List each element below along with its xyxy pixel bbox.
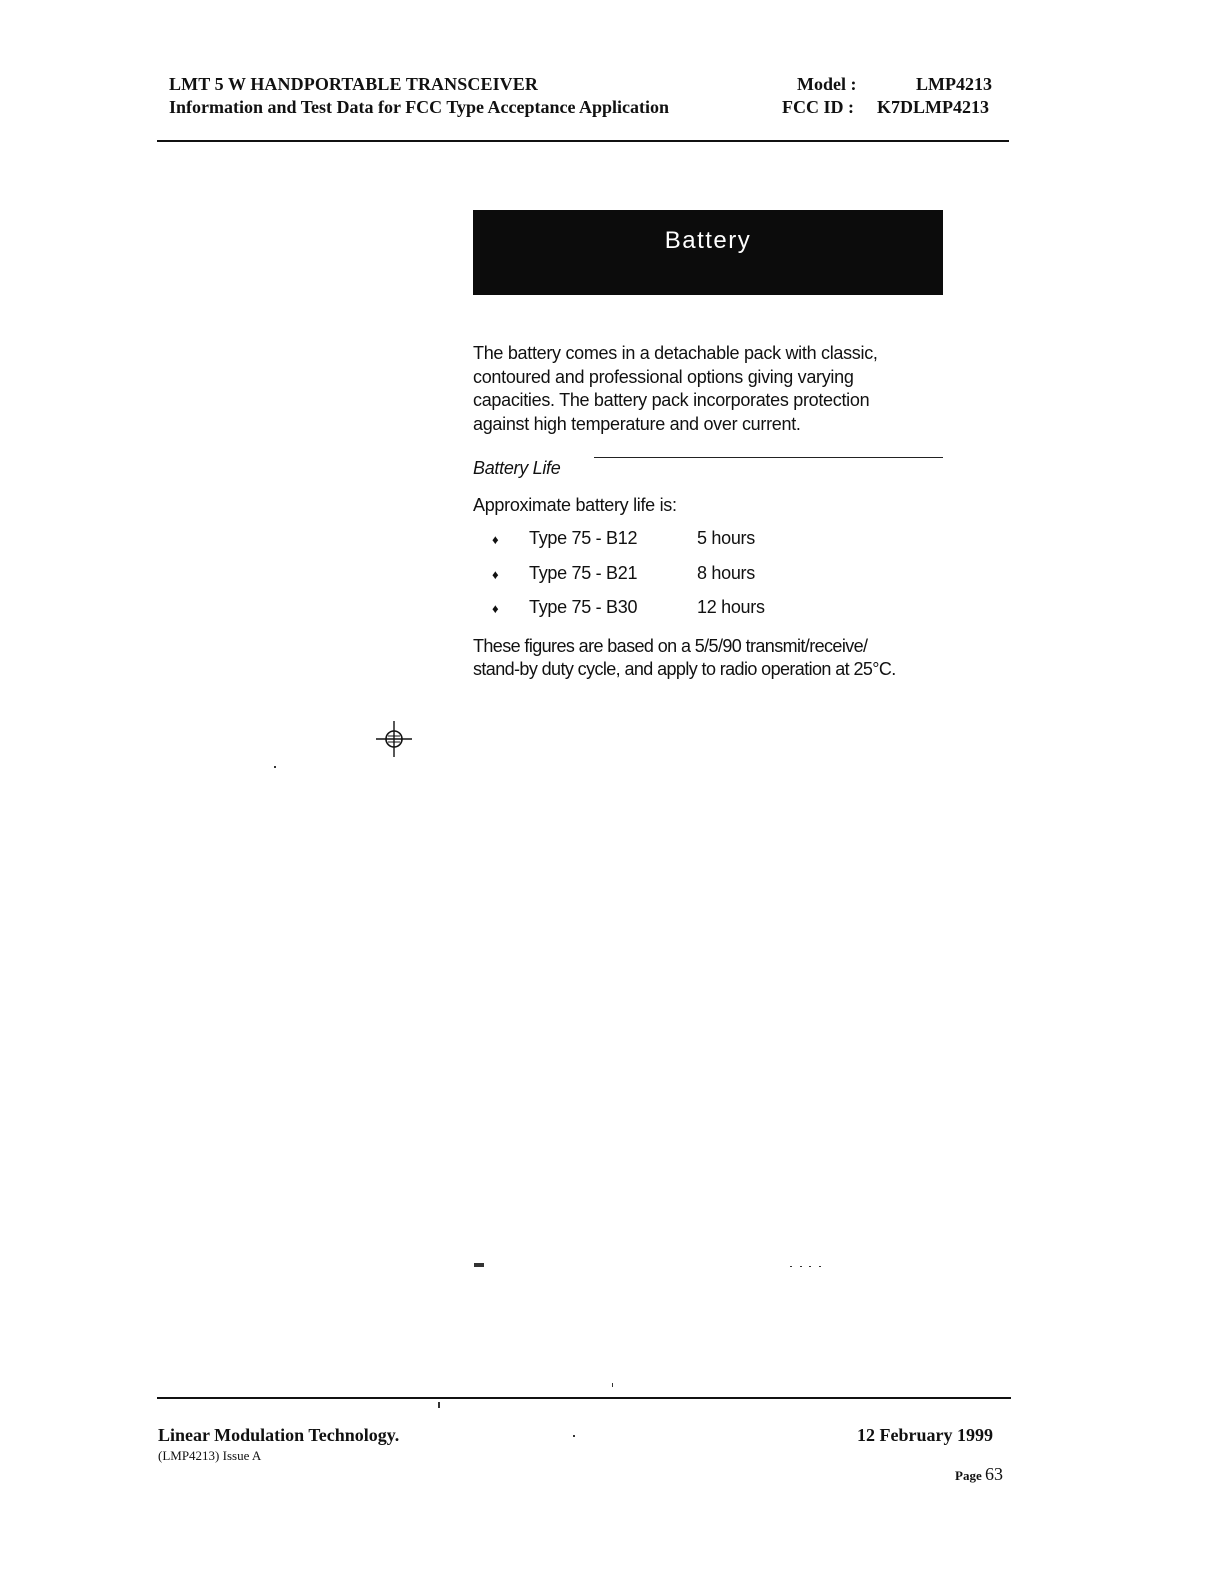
scan-speck xyxy=(612,1383,613,1387)
diamond-bullet-icon: ♦ xyxy=(492,566,499,582)
battery-hours: 12 hours xyxy=(697,597,765,617)
footer-company: Linear Modulation Technology. xyxy=(158,1425,400,1445)
battery-hours: 5 hours xyxy=(697,528,755,548)
footer-page xyxy=(955,1464,1003,1485)
battery-life-note xyxy=(473,635,896,681)
fcc-id-label: FCC ID : xyxy=(782,97,854,117)
registration-crosshair-icon xyxy=(376,721,412,757)
scan-speck xyxy=(790,1266,792,1267)
footer-divider xyxy=(157,1397,1011,1399)
scan-speck xyxy=(819,1266,821,1267)
header-divider xyxy=(157,140,1009,142)
page-label: Page xyxy=(955,1468,982,1483)
model-label: Model : xyxy=(797,74,857,94)
model-value: LMP4213 xyxy=(916,74,992,94)
scan-speck xyxy=(438,1402,440,1408)
scan-speck xyxy=(800,1266,802,1267)
description-line: capacities. The battery pack incorporates protection xyxy=(473,390,870,410)
section-banner xyxy=(473,210,943,295)
battery-life-heading: Battery Life xyxy=(473,458,561,478)
scan-speck xyxy=(474,1263,484,1267)
battery-description xyxy=(473,342,943,436)
diamond-bullet-icon: ♦ xyxy=(492,601,499,616)
battery-hours: 8 hours xyxy=(697,562,755,583)
scan-speck xyxy=(573,1435,575,1437)
scan-speck xyxy=(809,1266,811,1267)
description-line: The battery comes in a detachable pack with classic, xyxy=(473,343,878,363)
page-number: 63 xyxy=(984,1464,1003,1484)
battery-type: Type 75 - B21 xyxy=(529,562,638,583)
battery-life-intro: Approximate battery life is: xyxy=(473,495,677,515)
description-line: contoured and professional options giving varying xyxy=(473,366,854,387)
footer-date: 12 February 1999 xyxy=(857,1425,993,1445)
fcc-id-value: K7DLMP4213 xyxy=(877,97,989,117)
battery-type: Type 75 - B12 xyxy=(529,528,638,548)
section-title: Battery xyxy=(664,226,752,254)
document-subtitle: Information and Test Data for FCC Type Acceptance Application xyxy=(169,97,670,117)
note-line: stand-by duty cycle, and apply to radio operation at 25°C. xyxy=(473,659,896,679)
diamond-bullet-icon: ♦ xyxy=(492,532,499,547)
note-line: These figures are based on a 5/5/90 transmit/receive/ xyxy=(473,636,868,656)
document-title: LMT 5 W HANDPORTABLE TRANSCEIVER xyxy=(169,74,538,94)
footer-issue: (LMP4213) Issue A xyxy=(158,1448,262,1463)
description-line: against high temperature and over current. xyxy=(473,413,801,434)
battery-type: Type 75 - B30 xyxy=(529,597,638,617)
subheading-rule xyxy=(594,457,943,458)
scan-speck xyxy=(274,766,276,768)
